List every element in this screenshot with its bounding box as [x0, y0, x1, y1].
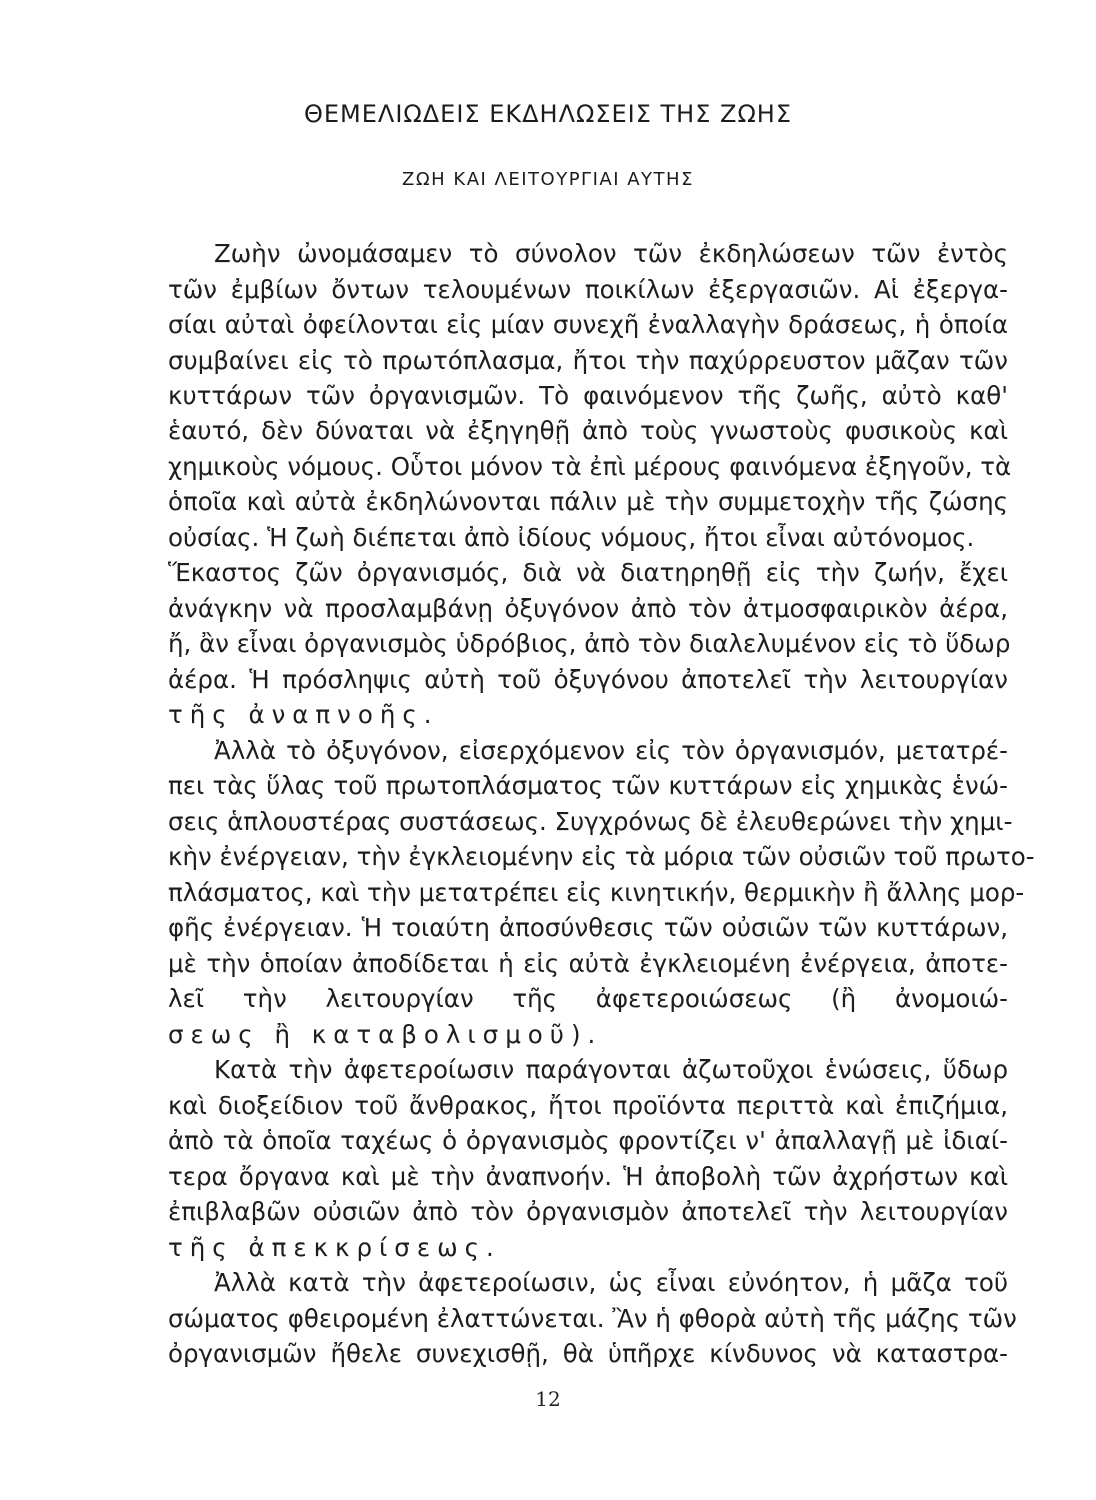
- text-line: συμβαίνει εἰς τὸ πρωτόπλασμα, ἤτοι τὴν παχύρρευστον μᾶζαν τῶν: [168, 345, 1008, 375]
- text-line: χημικοὺς νόμους. Οὗτοι μόνον τὰ ἐπὶ μέρους φαινόμενα ἐξηγοῦν, τὰ: [168, 451, 1012, 481]
- text-line: τῶν ἐμβίων ὄντων τελουμένων ποικίλων ἐξεργασιῶν. Αἱ ἐξεργα-: [168, 274, 1008, 304]
- text-line: ἑαυτό, δὲν δύναται νὰ ἐξηγηθῇ ἀπὸ τοὺς γνωστοὺς φυσικοὺς καὶ: [168, 416, 1008, 446]
- text-line: ἀπὸ τὰ ὁποῖα ταχέως ὁ ὀργανισμὸς φροντίζει ν' ἀπαλλαγῇ μὲ ἰδιαί-: [168, 1126, 1008, 1156]
- text-line: ἀέρα. Ἡ πρόσληψις αὐτὴ τοῦ ὀξυγόνου ἀποτελεῖ τὴν λειτουργίαν: [168, 664, 1008, 694]
- text-line: ἀνάγκην νὰ προσλαμβάνῃ ὀξυγόνον ἀπὸ τὸν ἀτμοσφαιρικὸν ἀέρα,: [168, 593, 1008, 623]
- section-subtitle: ΖΩΗ ΚΑΙ ΛΕΙΤΟΥΡΓΙΑΙ ΑΥΤΗΣ: [402, 169, 694, 190]
- text-line: φῆς ἐνέργειαν. Ἡ τοιαύτη ἀποσύνθεσις τῶν οὐσιῶν τῶν κυττάρων,: [168, 913, 1008, 943]
- text-line: κὴν ἐνέργειαν, τὴν ἐγκλειομένην εἰς τὰ μόρια τῶν οὐσιῶν τοῦ πρωτο-: [168, 842, 1035, 872]
- text-line: μὲ τὴν ὁποίαν ἀποδίδεται ἡ εἰς αὐτὰ ἐγκλειομένη ἐνέργεια, ἀποτε-: [168, 948, 1008, 978]
- text-line: σώματος φθειρομένη ἐλαττώνεται. Ἂν ἡ φθορὰ αὐτὴ τῆς μάζης τῶν: [168, 1303, 1017, 1333]
- text-line: οὐσίας. Ἡ ζωὴ διέπεται ἀπὸ ἰδίους νόμους, ἤτοι εἶναι αὐτόνομος.: [168, 522, 975, 552]
- page-title: ΘΕΜΕΛΙΩΔΕΙΣ ΕΚΔΗΛΩΣΕΙΣ ΤΗΣ ΖΩΗΣ: [303, 100, 793, 128]
- text-line: Ἀλλὰ τὸ ὀξυγόνον, εἰσερχόμενον εἰς τὸν ὀργανισμόν, μετατρέ-: [214, 735, 1008, 765]
- text-line: ἤ, ἂν εἶναι ὀργανισμὸς ὑδρόβιος, ἀπὸ τὸν διαλελυμένον εἰς τὸ ὕδωρ: [168, 629, 1011, 659]
- text-line: Ζωὴν ὠνομάσαμεν τὸ σύνολον τῶν ἐκδηλώσεων τῶν ἐντὸς: [214, 239, 1008, 268]
- text-line: Κατὰ τὴν ἀφετεροίωσιν παράγονται ἀζωτοῦχοι ἑνώσεις, ὕδωρ: [214, 1055, 1008, 1085]
- text-line: ὁποῖα καὶ αὐτὰ ἐκδηλώνονται πάλιν μὲ τὴν συμμετοχὴν τῆς ζώσης: [168, 487, 1008, 517]
- text-line: σεις ἁπλουστέρας συστάσεως. Συγχρόνως δὲ ἐλευθερώνει τὴν χημι-: [168, 806, 1013, 836]
- text-line: Ἕκαστος ζῶν ὀργανισμός, διὰ νὰ διατηρηθῇ εἰς τὴν ζωήν, ἔχει: [168, 558, 1008, 588]
- text-line: λεῖ τὴν λειτουργίαν τῆς ἀφετεροιώσεως (ἢ ἀνομοιώ-: [168, 984, 1008, 1014]
- text-line: τῆς ἀπεκκρίσεως.: [168, 1232, 501, 1262]
- text-line: ὀργανισμῶν ἤθελε συνεχισθῇ, θὰ ὑπῆρχε κίνδυνος νὰ καταστρα-: [168, 1339, 1008, 1368]
- text-line: πλάσματος, καὶ τὴν μετατρέπει εἰς κινητικήν, θερμικὴν ἢ ἄλλης μορ-: [168, 877, 1025, 907]
- text-line: ἐπιβλαβῶν οὐσιῶν ἀπὸ τὸν ὀργανισμὸν ἀποτελεῖ τὴν λειτουργίαν: [168, 1197, 1008, 1227]
- text-line: Ἀλλὰ κατὰ τὴν ἀφετεροίωσιν, ὡς εἶναι εὐνόητον, ἡ μᾶζα τοῦ: [214, 1268, 1008, 1297]
- text-line: κυττάρων τῶν ὀργανισμῶν. Τὸ φαινόμενον τῆς ζωῆς, αὐτὸ καθ': [168, 380, 1008, 410]
- text-line: σεως ἢ καταβολισμοῦ).: [168, 1019, 603, 1049]
- page-number: 12: [535, 1387, 561, 1411]
- text-line: καὶ διοξείδιον τοῦ ἄνθρακος, ἤτοι προϊόντα περιττὰ καὶ ἐπιζήμια,: [168, 1090, 1008, 1120]
- text-line: πει τὰς ὕλας τοῦ πρωτοπλάσματος τῶν κυττάρων εἰς χημικὰς ἑνώ-: [168, 771, 1008, 801]
- text-line: τῆς ἀναπνοῆς.: [168, 700, 439, 730]
- text-line: σίαι αὐταὶ ὀφείλονται εἰς μίαν συνεχῆ ἐναλλαγὴν δράσεως, ἡ ὁποία: [168, 310, 1008, 339]
- text-line: τερα ὄργανα καὶ μὲ τὴν ἀναπνοήν. Ἡ ἀποβολὴ τῶν ἀχρήστων καὶ: [168, 1161, 1008, 1191]
